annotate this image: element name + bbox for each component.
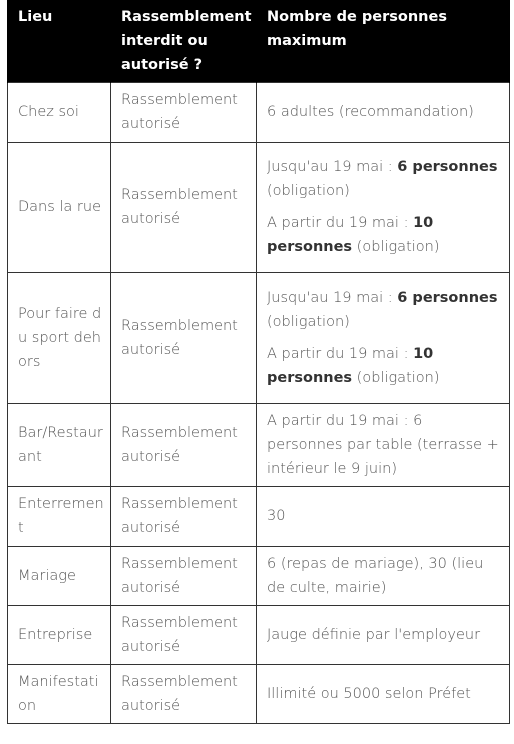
statut-text: Rassemblement autorisé: [121, 424, 238, 465]
lieu-text: Enterrement: [18, 496, 104, 536]
cell-lieu: [8, 546, 111, 605]
header-nombre: Nombre de personnes maximum: [257, 0, 510, 82]
cell-statut: [111, 403, 257, 486]
lieu-text: Dans la rue: [18, 199, 101, 215]
cell-statut: [111, 486, 257, 546]
nombre-text: Jusqu'au 19 mai :: [267, 289, 398, 306]
statut-text: Rassemblement autorisé: [121, 187, 238, 227]
table-row: [8, 272, 510, 403]
nombre-text: 30: [267, 508, 286, 524]
table-row: [8, 82, 510, 142]
statut-text: Rassemblement autorisé: [121, 317, 238, 358]
cell-lieu: [8, 664, 111, 723]
nombre-paragraph: [267, 623, 499, 647]
nombre-suffix: (obligation): [267, 313, 350, 330]
nombre-emphasis: 10 personnes: [267, 215, 434, 255]
nombre-emphasis: 10 personnes: [267, 345, 434, 386]
nombre-suffix: (obligation): [267, 183, 350, 199]
cell-nombre: [257, 486, 510, 546]
lieu-text: Mariage: [18, 567, 76, 584]
nombre-suffix: (obligation): [352, 239, 440, 255]
statut-text: Rassemblement autorisé: [121, 496, 238, 536]
nombre-text: 6 adultes (recommandation): [267, 104, 474, 120]
nombre-text: A partir du 19 mai :: [267, 345, 414, 362]
table-row: [8, 546, 510, 605]
cell-lieu: [8, 272, 111, 403]
nombre-paragraph: [267, 211, 499, 259]
table-header-row: [8, 0, 510, 82]
table-row: [8, 142, 510, 272]
cell-nombre: [257, 82, 510, 142]
cell-lieu: [8, 605, 111, 664]
nombre-paragraph: [267, 100, 499, 124]
lieu-text: Pour faire du sport dehors: [18, 305, 102, 370]
cell-statut: [111, 82, 257, 142]
nombre-text: Illimité ou 5000 selon Préfet: [267, 685, 471, 702]
lieu-text: Chez soi: [18, 104, 79, 120]
table-row: [8, 605, 510, 664]
nombre-paragraph: [267, 409, 499, 481]
header-lieu: Lieu: [8, 0, 111, 82]
nombre-emphasis: 6 personnes: [397, 159, 498, 175]
nombre-paragraph: [267, 155, 499, 203]
table-row: [8, 403, 510, 486]
cell-lieu: [8, 403, 111, 486]
statut-text: Rassemblement autorisé: [121, 555, 238, 596]
nombre-paragraph: [267, 682, 499, 706]
nombre-text: A partir du 19 mai :: [267, 215, 414, 231]
nombre-paragraph: [267, 342, 499, 390]
gathering-rules-table: [7, 0, 510, 724]
cell-statut: [111, 605, 257, 664]
nombre-paragraph: [267, 504, 499, 528]
nombre-text: 6 (repas de mariage), 30 (lieu de culte, mairie): [267, 555, 484, 596]
cell-nombre: [257, 605, 510, 664]
cell-nombre: [257, 546, 510, 605]
lieu-text: Entreprise: [18, 626, 93, 643]
lieu-text: Bar/Restaurant: [18, 424, 103, 465]
cell-lieu: [8, 486, 111, 546]
statut-text: Rassemblement autorisé: [121, 673, 238, 714]
table-row: [8, 664, 510, 723]
cell-nombre: [257, 272, 510, 403]
statut-text: Rassemblement autorisé: [121, 92, 238, 132]
cell-nombre: [257, 403, 510, 486]
nombre-text: A partir du 19 mai : 6 personnes par table (terrasse + intérieur le 9 juin): [267, 412, 499, 477]
header-rassemblement: Rassemblement interdit ou autorisé ?: [111, 0, 257, 82]
rules-table-container: [7, 0, 509, 724]
cell-nombre: [257, 142, 510, 272]
cell-nombre: [257, 664, 510, 723]
statut-text: Rassemblement autorisé: [121, 614, 238, 655]
cell-statut: [111, 664, 257, 723]
nombre-paragraph: [267, 286, 499, 334]
nombre-suffix: (obligation): [352, 369, 440, 386]
nombre-emphasis: 6 personnes: [397, 289, 498, 306]
nombre-text: Jusqu'au 19 mai :: [267, 159, 398, 175]
table-row: [8, 486, 510, 546]
nombre-text: Jauge définie par l'employeur: [267, 626, 481, 643]
nombre-paragraph: [267, 552, 499, 600]
cell-lieu: [8, 142, 111, 272]
cell-statut: [111, 272, 257, 403]
cell-lieu: [8, 82, 111, 142]
cell-statut: [111, 142, 257, 272]
lieu-text: Manifestation: [18, 673, 99, 714]
cell-statut: [111, 546, 257, 605]
